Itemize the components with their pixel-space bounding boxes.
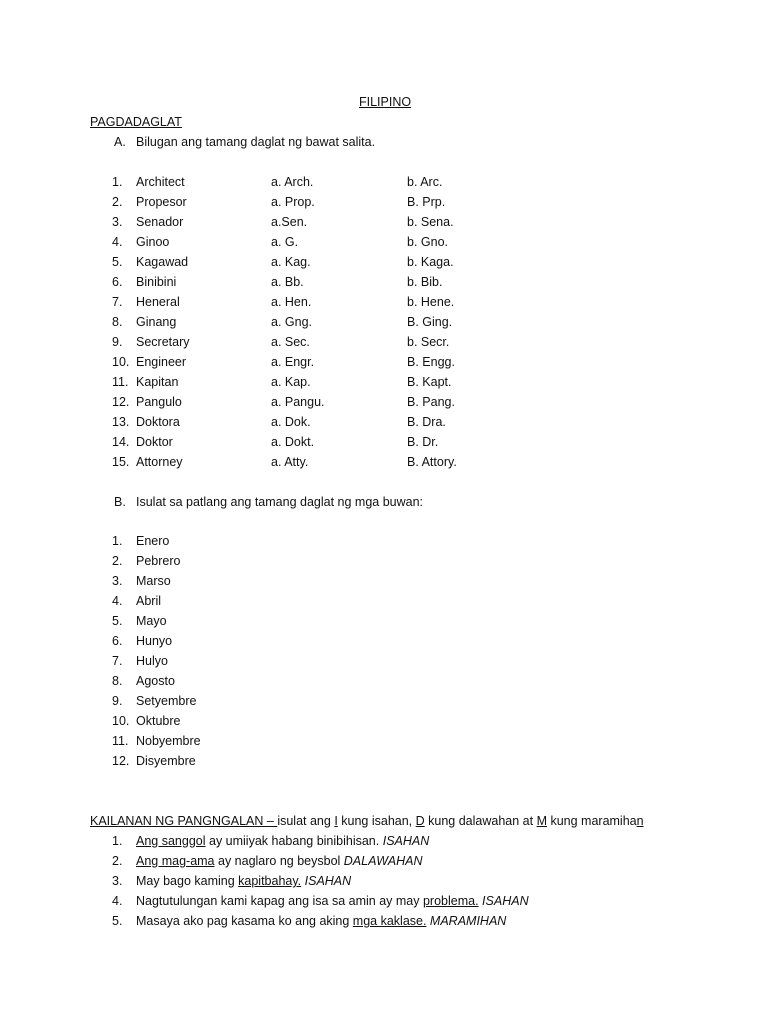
heading-segment: D — [415, 814, 425, 828]
item-number: 5. — [112, 255, 123, 269]
item-number: 1. — [112, 175, 123, 189]
sentence-text: ay umiiyak habang binibihisan. — [205, 834, 383, 848]
choice-b: b. Sena. — [407, 215, 454, 229]
item-word: Kapitan — [136, 375, 179, 389]
heading-segment: KAILANAN NG PANGNGALAN – — [90, 814, 278, 828]
choice-b: b. Arc. — [407, 175, 443, 189]
sentence-text: May bago kaming — [136, 874, 239, 888]
sentence-number: 5. — [112, 914, 123, 928]
choice-b: b. Secr. — [407, 335, 450, 349]
underlined-noun: Ang mag-ama — [136, 854, 215, 868]
heading-segment: I — [334, 814, 338, 828]
item-word: Ginang — [136, 315, 177, 329]
sentence — [136, 873, 351, 889]
item-word: Heneral — [136, 295, 180, 309]
month-number: 4. — [112, 594, 123, 608]
choice-a: a. Dokt. — [271, 435, 315, 449]
choice-b: B. Prp. — [407, 195, 446, 209]
heading-segment: M — [536, 814, 547, 828]
month-number: 2. — [112, 554, 123, 568]
choice-a: a. Kap. — [271, 375, 311, 389]
month-number: 7. — [112, 654, 123, 668]
sentence-number: 2. — [112, 854, 123, 868]
item-word: Doktora — [136, 415, 180, 429]
choice-a: a. G. — [271, 235, 299, 249]
answer-label: ISAHAN — [301, 874, 352, 888]
underlined-noun: Ang sanggol — [136, 834, 206, 848]
item-word: Kagawad — [136, 255, 189, 269]
heading-segment: n — [636, 814, 644, 828]
item-word: Attorney — [136, 455, 183, 469]
heading-segment: kung isahan, — [337, 814, 416, 828]
choice-a: a.Sen. — [271, 215, 308, 229]
item-number: 12. — [112, 395, 130, 409]
choice-a: a. Dok. — [271, 415, 311, 429]
section-heading-pagdadaglat: PAGDADAGLAT — [90, 115, 182, 129]
choice-b: B. Pang. — [407, 395, 455, 409]
month-name: Hunyo — [136, 634, 173, 648]
month-name: Oktubre — [136, 714, 181, 728]
item-word: Senador — [136, 215, 184, 229]
choice-a: a. Sec. — [271, 335, 310, 349]
choice-b: b. Gno. — [407, 235, 448, 249]
choice-a: a. Pangu. — [271, 395, 325, 409]
sentence-text: Nagtutulungan kami kapag ang isa sa amin ay may — [136, 894, 423, 908]
month-number: 9. — [112, 694, 123, 708]
month-number: 6. — [112, 634, 123, 648]
underlined-noun: problema. — [422, 894, 479, 908]
month-number: 5. — [112, 614, 123, 628]
item-number: 7. — [112, 295, 123, 309]
sentence-number: 3. — [112, 874, 123, 888]
choice-b: B. Attory. — [407, 455, 457, 469]
item-word: Engineer — [136, 355, 187, 369]
month-name: Setyembre — [136, 694, 197, 708]
item-word: Ginoo — [136, 235, 170, 249]
choice-b: B. Engg. — [407, 355, 455, 369]
answer-label: ISAHAN — [382, 834, 430, 848]
month-name: Pebrero — [136, 554, 181, 568]
part-b-instruction: Isulat sa patlang ang tamang daglat ng mga buwan: — [136, 495, 424, 509]
month-name: Marso — [136, 574, 171, 588]
answer-label: DALAWAHAN — [343, 854, 423, 868]
heading-segment: kung dalawahan at — [424, 814, 537, 828]
choice-a: a. Bb. — [271, 275, 304, 289]
month-number: 1. — [112, 534, 123, 548]
part-a-instruction: Bilugan ang tamang daglat ng bawat salita. — [136, 135, 376, 149]
heading-segment: kung maramiha — [546, 814, 637, 828]
choice-b: b. Kaga. — [407, 255, 454, 269]
item-number: 6. — [112, 275, 123, 289]
month-name: Hulyo — [136, 654, 168, 668]
month-number: 3. — [112, 574, 123, 588]
item-number: 10. — [112, 355, 130, 369]
item-number: 13. — [112, 415, 130, 429]
month-name: Abril — [136, 594, 162, 608]
choice-a: a. Gng. — [271, 315, 312, 329]
sentence — [136, 853, 423, 869]
choice-a: a. Prop. — [271, 195, 315, 209]
choice-b: B. Kapt. — [407, 375, 452, 389]
choice-a: a. Atty. — [271, 455, 309, 469]
item-number: 8. — [112, 315, 123, 329]
choice-b: B. Dr. — [407, 435, 439, 449]
item-word: Doktor — [136, 435, 173, 449]
choice-b: B. Ging. — [407, 315, 453, 329]
item-number: 4. — [112, 235, 123, 249]
month-number: 12. — [112, 754, 130, 768]
month-name: Nobyembre — [136, 734, 201, 748]
item-number: 3. — [112, 215, 123, 229]
month-number: 11. — [112, 734, 129, 748]
choice-a: a. Kag. — [271, 255, 311, 269]
item-word: Secretary — [136, 335, 190, 349]
choice-b: b. Hene. — [407, 295, 455, 309]
item-number: 9. — [112, 335, 123, 349]
item-word: Pangulo — [136, 395, 182, 409]
item-word: Propesor — [136, 195, 187, 209]
choice-b: B. Dra. — [407, 415, 446, 429]
sentence — [136, 893, 529, 909]
month-number: 8. — [112, 674, 123, 688]
sentence-number: 4. — [112, 894, 123, 908]
sentence-text: Masaya ako pag kasama ko ang aking — [136, 914, 353, 928]
heading-segment: isulat ang — [277, 814, 335, 828]
item-number: 14. — [112, 435, 130, 449]
item-number: 2. — [112, 195, 123, 209]
month-name: Mayo — [136, 614, 167, 628]
month-name: Disyembre — [136, 754, 196, 768]
answer-label: ISAHAN — [478, 894, 529, 908]
sentence — [136, 833, 429, 849]
item-number: 15. — [112, 455, 130, 469]
sentence — [136, 913, 506, 929]
part-a-letter: A. — [114, 135, 126, 149]
underlined-noun: kapitbahay. — [238, 874, 302, 888]
month-name: Agosto — [136, 674, 175, 688]
choice-a: a. Hen. — [271, 295, 312, 309]
choice-a: a. Arch. — [271, 175, 314, 189]
document-title: FILIPINO — [359, 95, 412, 109]
item-number: 11. — [112, 375, 129, 389]
sentence-text: ay naglaro ng beysbol — [214, 854, 344, 868]
answer-label: MARAMIHAN — [426, 914, 507, 928]
part-b-letter: B. — [114, 495, 126, 509]
choice-a: a. Engr. — [271, 355, 315, 369]
month-name: Enero — [136, 534, 170, 548]
underlined-noun: mga kaklase. — [352, 914, 427, 928]
sentence-number: 1. — [112, 834, 123, 848]
item-word: Architect — [136, 175, 185, 189]
month-number: 10. — [112, 714, 130, 728]
item-word: Binibini — [136, 275, 177, 289]
choice-b: b. Bib. — [407, 275, 443, 289]
section-heading-kailanan — [90, 813, 644, 829]
